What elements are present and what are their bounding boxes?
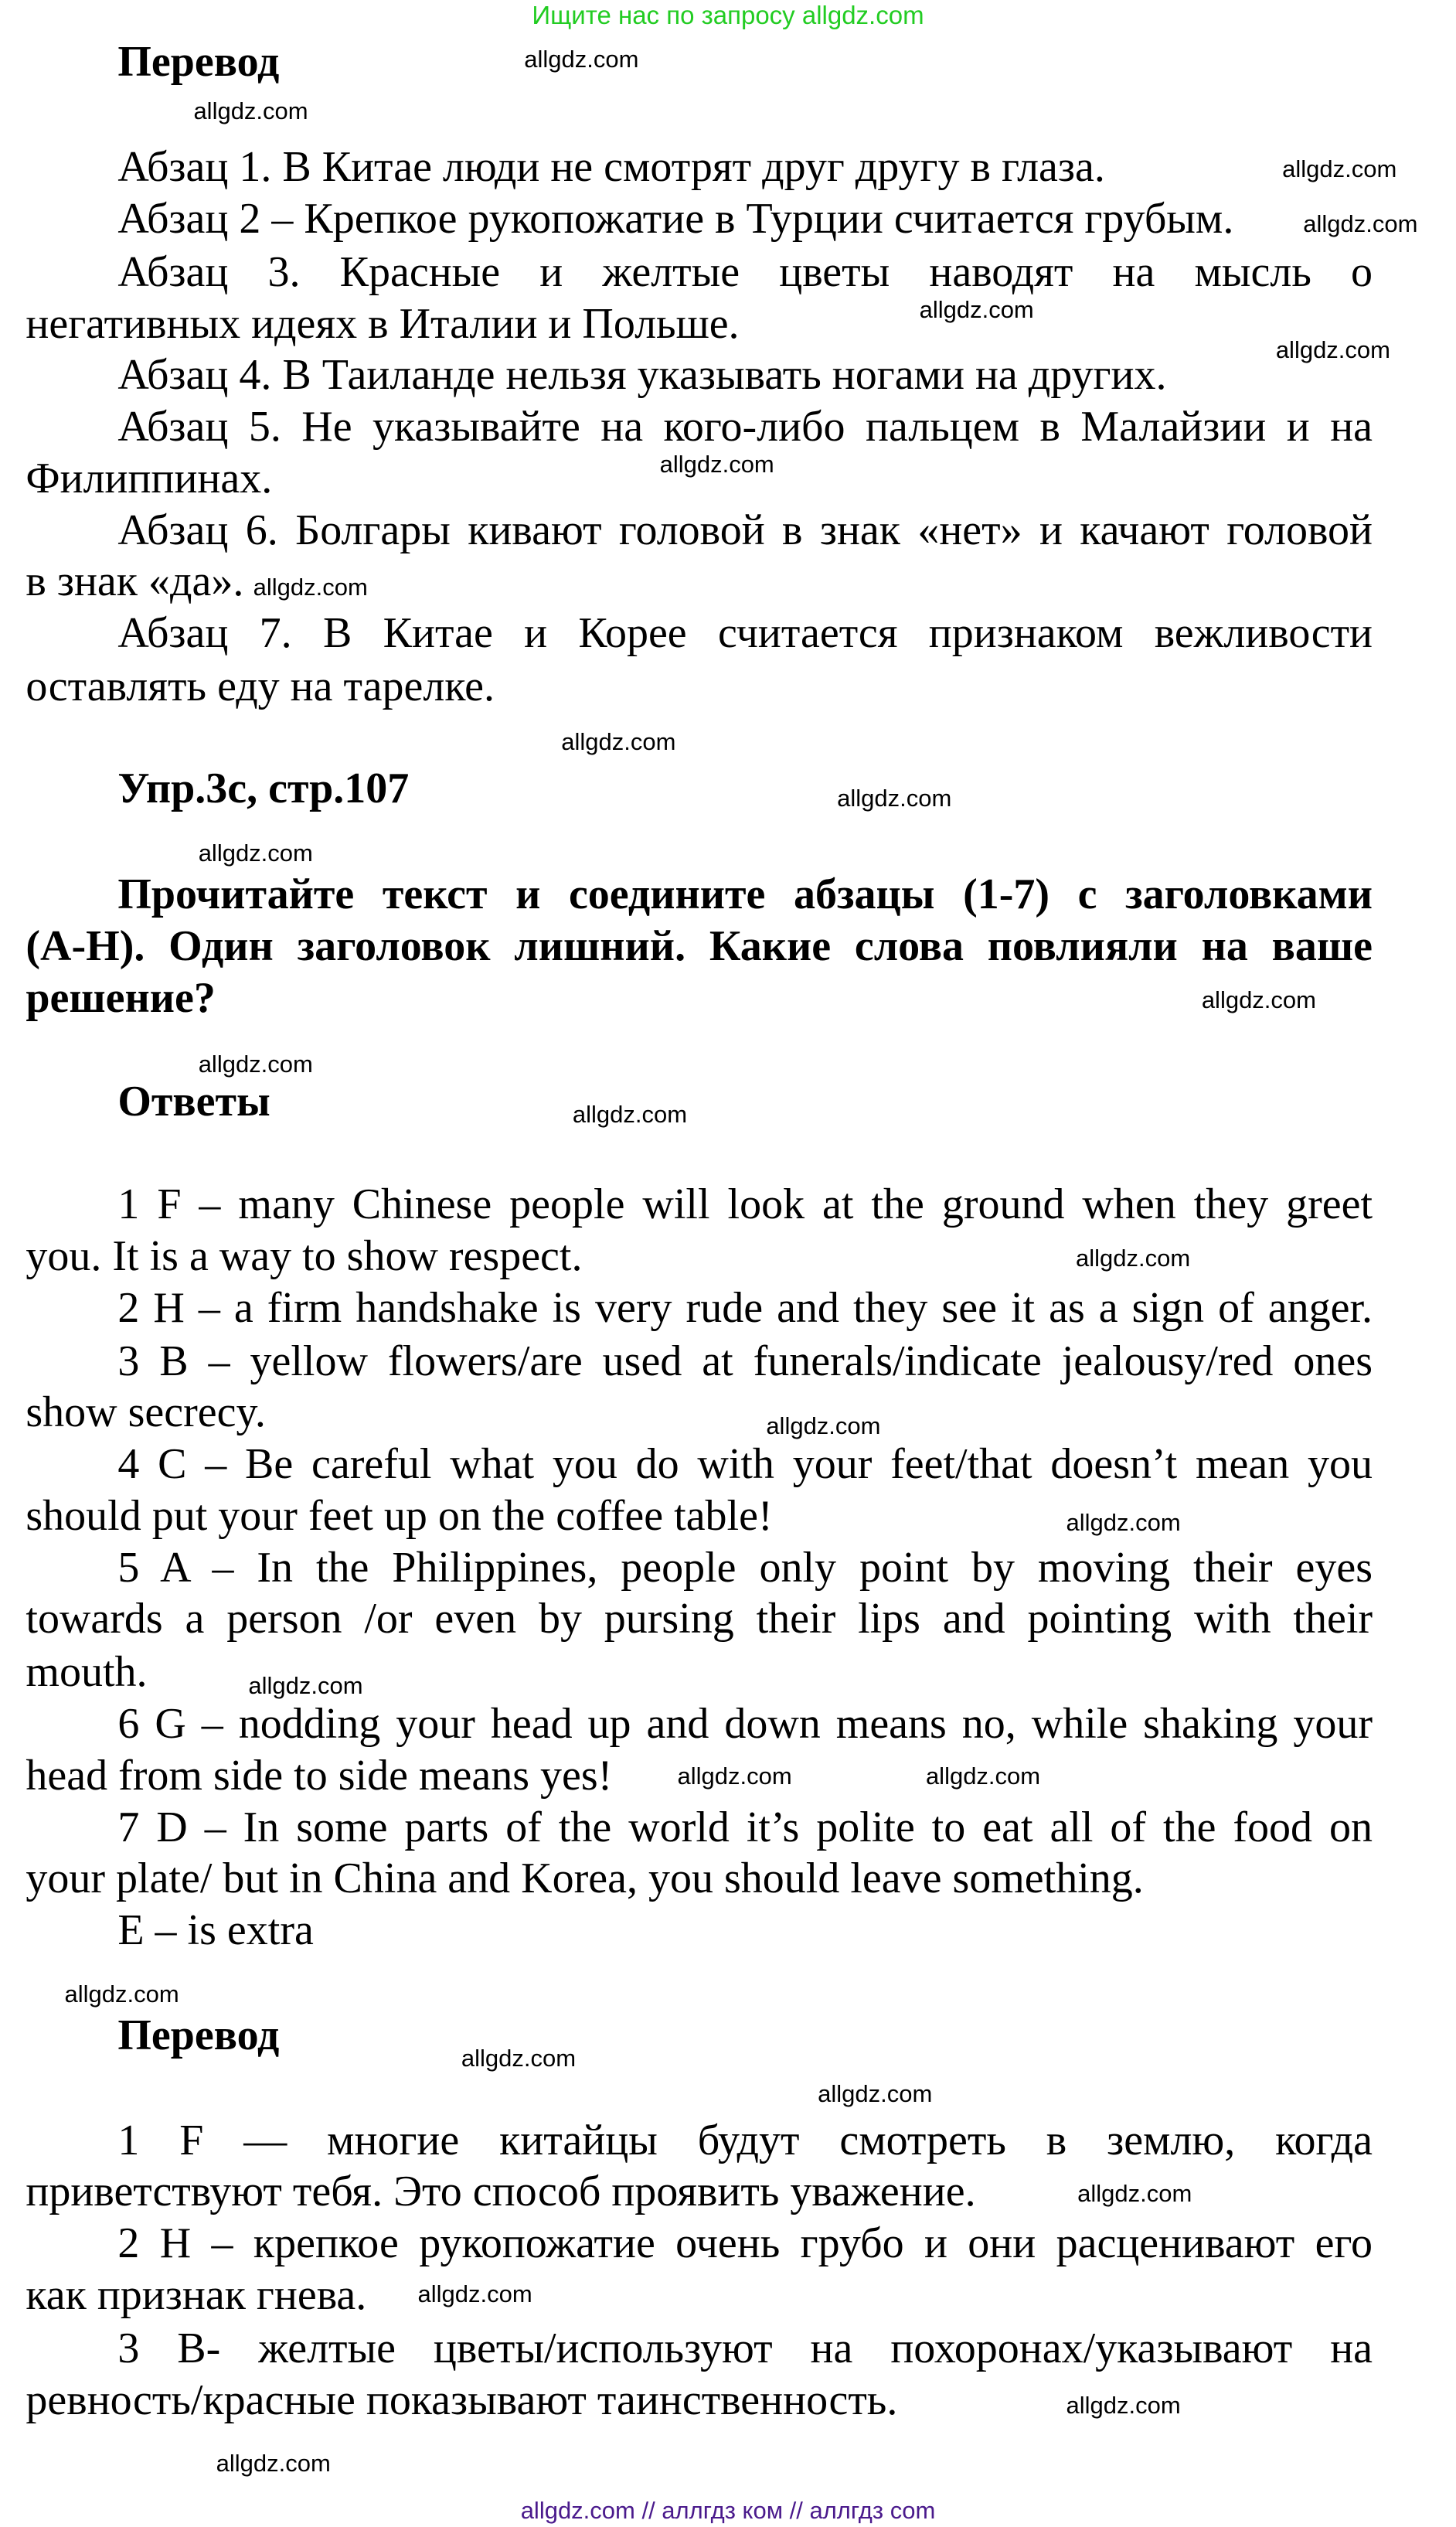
text-line: 2 H – крепкое рукопожатие очень грубо и они расценивают его [117,2219,1373,2268]
watermark: allgdz.com [1077,2180,1192,2208]
watermark: allgdz.com [253,573,368,601]
text-line: 1 F — многие китайцы будут смотреть в землю, когда [117,2116,1373,2164]
text-line: Абзац 7. В Китае и Корее считается признаком вежливости [117,609,1373,658]
text-line: 4 C – Be careful what you do with your feet/that doesn’t mean you [117,1440,1373,1489]
watermark: allgdz.com [198,1051,313,1078]
text-line: your plate/ but in China and Korea, you should leave something. [26,1854,1144,1903]
text-line: should put your feet up on the coffee table! [26,1491,773,1540]
text-line: 5 A – In the Philippines, people only point by moving their eyes [117,1543,1373,1592]
watermark: allgdz.com [1066,1509,1181,1537]
heading: Прочитайте текст и соедините абзацы (1-7) с заголовками [117,870,1373,919]
watermark: allgdz.com [837,785,952,812]
watermark: allgdz.com [659,451,774,478]
heading: (A-H). Один заголовок лишний. Какие слова повлияли на ваше [26,922,1373,971]
site-search-banner[interactable]: Ищите нас по запросу allgdz.com [532,1,924,29]
watermark: allgdz.com [193,97,308,124]
text-line: 3 B – yellow flowers/are used at funerals/indicate jealousy/red ones [117,1337,1373,1385]
watermark: allgdz.com [561,728,676,756]
text-line: show secrecy. [26,1388,266,1437]
text-line: head from side to side means yes! [26,1751,613,1800]
watermark: allgdz.com [1076,1244,1191,1272]
text-line: you. It is a way to show respect. [26,1231,583,1280]
watermark: allgdz.com [1066,2391,1181,2419]
text-line: 1 F – many Chinese people will look at the ground when they greet [117,1180,1373,1229]
watermark: allgdz.com [248,1671,363,1699]
text-line: 3 B- желтые цветы/используют на похоронах/указывают на [117,2324,1373,2372]
watermark: allgdz.com [572,1101,688,1129]
watermark: allgdz.com [461,2045,577,2072]
text-line: как признак гнева. [26,2270,367,2319]
watermark: allgdz.com [1275,335,1390,363]
heading: Ответы [117,1077,270,1126]
text-line: негативных идеях в Италии и Польше. [26,299,740,348]
text-line: в знак «да». [26,557,244,606]
text-line: ревность/красные показывают таинственность. [26,2375,898,2424]
text-line: оставлять еду на тарелке. [26,662,495,711]
text-line: Абзац 5. Не указывайте на кого-либо пальцем в Малайзии и на [117,403,1373,451]
watermark: allgdz.com [677,1762,792,1790]
text-line: Абзац 4. В Таиланде нельзя указывать ногами на других. [117,351,1167,400]
text-line: приветствуют тебя. Это способ проявить уважение. [26,2168,976,2216]
watermark: allgdz.com [766,1412,881,1439]
text-line: Абзац 3. Красные и желтые цветы наводят на мысль о [117,247,1373,296]
watermark: allgdz.com [919,295,1034,323]
heading: Перевод [117,2011,280,2059]
watermark: allgdz.com [64,1980,179,2008]
watermark: allgdz.com [216,2449,331,2477]
watermark: allgdz.com [524,46,639,73]
watermark: allgdz.com [1282,155,1397,183]
text-line: 2 H – a firm handshake is very rude and they see it as a sign of anger. [117,1283,1373,1332]
heading: решение? [26,973,216,1022]
watermark: allgdz.com [198,839,313,867]
watermark: allgdz.com [1201,986,1316,1013]
text-line: 6 G – nodding your head up and down means no, while shaking your [117,1700,1373,1749]
watermark: allgdz.com [1303,210,1418,238]
text-line: Абзац 2 – Крепкое рукопожатие в Турции считается грубым. [117,194,1234,243]
watermark: allgdz.com [417,2280,532,2307]
text-line: mouth. [26,1648,148,1697]
watermark: allgdz.com [925,1762,1041,1790]
heading: Упр.3c, стр.107 [117,764,410,812]
text-line: Абзац 1. В Китае люди не смотрят друг другу в глаза. [117,143,1105,192]
site-footer-links[interactable]: allgdz.com // аллгдз ком // аллгдз com [520,2497,936,2524]
text-line: Абзац 6. Болгары кивают головой в знак «нет» и качают головой [117,506,1373,554]
heading: Перевод [117,38,280,87]
text-line: towards a person /or even by pursing their lips and pointing with their [26,1595,1373,1643]
text-line: 7 D – In some parts of the world it’s polite to eat all of the food on [117,1803,1373,1851]
text-line: E – is extra [117,1906,314,1955]
text-line: Филиппинах. [26,454,273,502]
watermark: allgdz.com [818,2079,933,2107]
